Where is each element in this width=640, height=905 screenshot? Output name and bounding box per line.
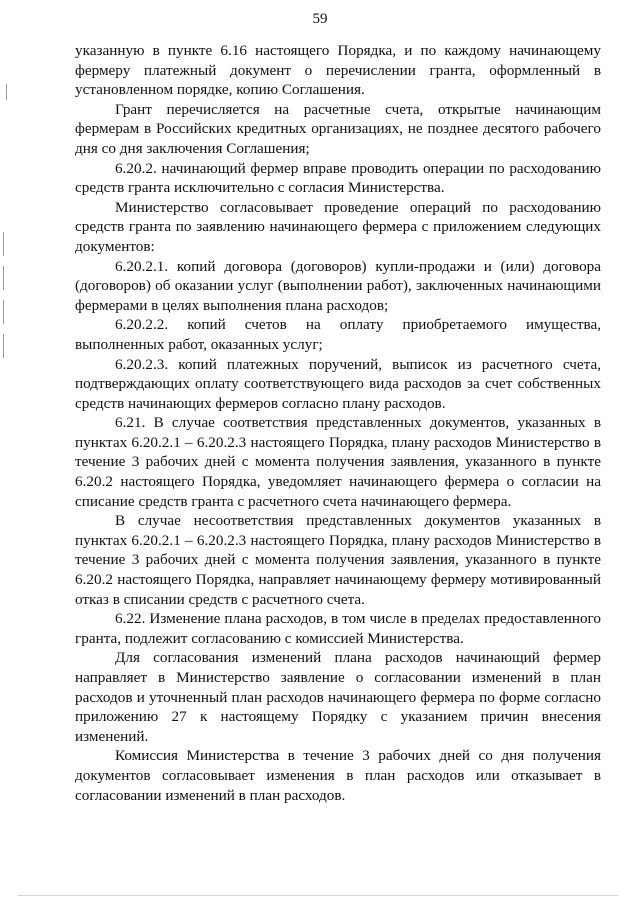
paragraph: Министерство согласовывает проведение операций по расходованию средств гранта по заявлению начинающего фермера с приложением следующих документов: [75,198,601,255]
paragraph: 6.22. Изменение плана расходов, в том числе в пределах предоставленного гранта, подлежит согласованию с комиссией Министерства. [75,610,601,647]
paragraph: указанную в пункте 6.16 настоящего Порядка, и по каждому начинающему фермеру платежный документ о перечислении гранта, оформленный в установленном порядке, копию Соглашения. [75,42,601,99]
scan-edge-mark [6,84,7,100]
scan-edge-mark [3,334,4,358]
paragraph: Комиссия Министерства в течение 3 рабочих дней со дня получения документов согласовывает изменения в план расходов или отказывает в согласовании изменений в план расходов. [75,747,601,804]
scan-bottom-edge [18,895,618,896]
scan-edge-mark [3,266,4,290]
scan-edge-mark [3,300,4,324]
paragraph: В случае несоответствия представленных документов указанных в пунктах 6.20.2.1 – 6.20.2.3 настоящего Порядка, плану расходов Министерство в течение 3 рабочих дней с момента получения заявления, указанного в пункте 6.20.2 настоящего Порядка, направляет начинающему фермеру мотивированный отказ в списании средств с расчетного счета. [75,512,601,608]
paragraph: 6.20.2.3. копий платежных поручений, выписок из расчетного счета, подтверждающих оплату соответствующего вида расходов за счет собственных средств начинающих фермеров согласно плану расходов. [75,355,601,412]
paragraph: Для согласования изменений плана расходов начинающий фермер направляет в Министерство заявление о согласовании изменений в план расходов и уточненный план расходов начинающего фермера по форме согласно приложению 27 к настоящему Порядку с указанием причин внесения изменений. [75,649,601,745]
paragraph: 6.20.2.1. копий договора (договоров) купли-продажи и (или) договора (договоров) об оказании услуг (выполнении работ), заключенных начинающими фермерами в целях выполнения плана расходов; [75,257,601,314]
paragraph: 6.20.2. начинающий фермер вправе проводить операции по расходованию средств гранта исключительно с согласия Министерства. [75,159,601,197]
paragraph: 6.21. В случае соответствия представленных документов, указанных в пунктах 6.20.2.1 – 6.20.2.3 настоящего Порядка, плану расходов Министерство в течение 3 рабочих дней с момента получения заявления, указанного в пункте 6.20.2 настоящего Порядка, уведомляет начинающего фермера о согласии на списание средств гранта с расчетного счета начинающего фермера. [75,414,601,510]
document-body [75,41,601,805]
scan-edge-mark [3,232,4,256]
paragraph: 6.20.2.2. копий счетов на оплату приобретаемого имущества, выполненных работ, оказанных услуг; [75,316,601,353]
paragraph: Грант перечисляется на расчетные счета, открытые начинающим фермерам в Российских кредитных организациях, не позднее десятого рабочего дня со дня заключения Соглашения; [75,100,601,157]
page-number: 59 [312,11,328,27]
